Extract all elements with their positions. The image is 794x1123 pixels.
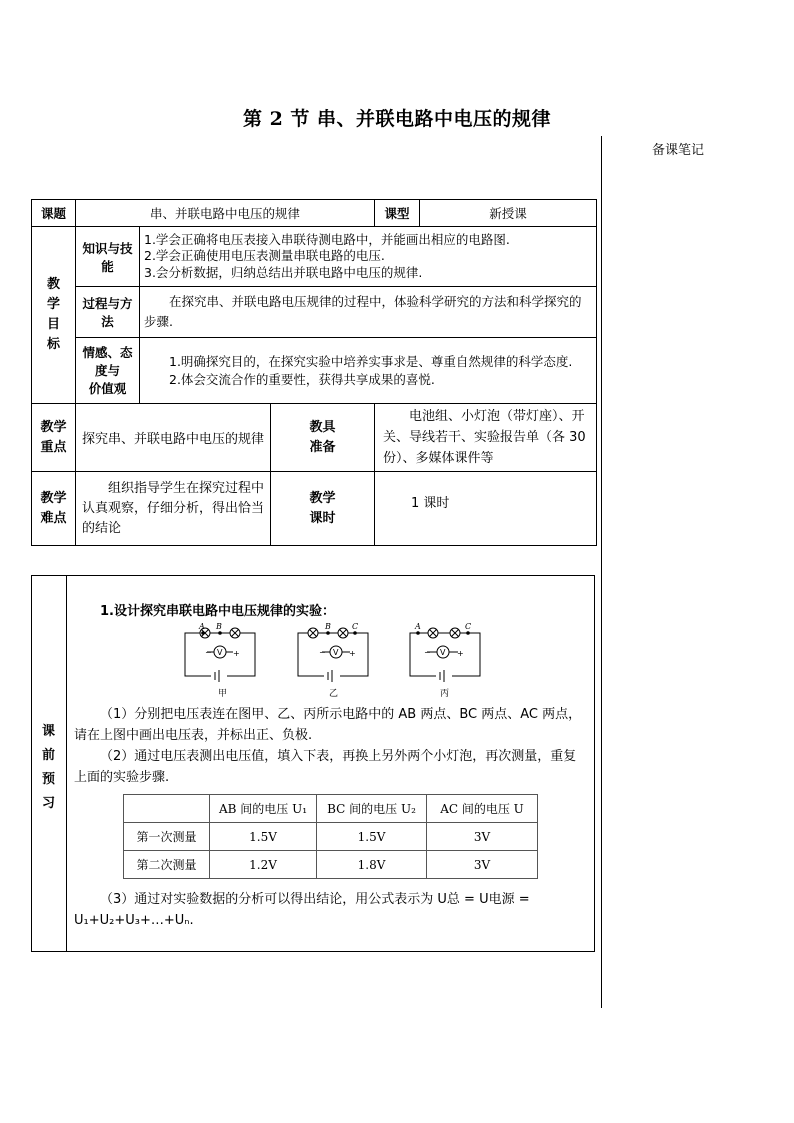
- page-title: 第 2 节 串、并联电路中电压的规律: [242, 108, 552, 130]
- topic-label: 课题: [32, 200, 76, 227]
- svg-text:+: +: [457, 649, 464, 658]
- measurement-table: [123, 794, 538, 879]
- tools-text: 电池组、小灯泡（带灯座）、开关、导线若干、实验报告单（各 30 份）、多媒体课件等: [375, 404, 597, 472]
- tools-label-line: 教具: [309, 419, 336, 435]
- difficulty-text: 组织指导学生在探究过程中认真观察，仔细分析，得出恰当的结论: [76, 472, 271, 546]
- table-cell: 1.5V: [210, 823, 317, 851]
- type-value: 新授课: [420, 200, 597, 227]
- process-label: 过程与方法: [76, 287, 140, 338]
- circuit-jia: [185, 622, 255, 699]
- circuit-bing: [410, 622, 480, 699]
- point-label: A: [199, 622, 205, 631]
- table-cell: 3V: [427, 823, 538, 851]
- knowledge-line: 3.会分析数据，归纳总结出并联电路中电压的规律.: [144, 264, 423, 280]
- difficulty-label: [32, 472, 76, 546]
- preview-side-char: 课: [41, 724, 55, 739]
- attitude-label: [76, 338, 140, 404]
- point-label: C: [465, 622, 472, 631]
- knowledge-line: 2.学会正确使用电压表测量串联电路的电压.: [144, 248, 385, 264]
- svg-text:−: −: [205, 648, 212, 657]
- preview-side-char: 习: [41, 796, 55, 811]
- point-label: A: [415, 622, 421, 631]
- tools-label: [271, 404, 375, 472]
- knowledge-label: 知识与技能: [76, 227, 140, 287]
- preview-side-label: [31, 720, 66, 816]
- svg-text:+: +: [349, 649, 356, 658]
- notes-label: 备课笔记: [652, 143, 705, 158]
- preview-side-char: 预: [41, 772, 55, 787]
- table-cell: 第二次测量: [124, 851, 210, 879]
- difficulty-label-line: 教学: [40, 490, 67, 506]
- focus-text: 探究串、并联电路中电压的规律: [76, 404, 271, 472]
- preview-heading: 1.设计探究串联电路中电压规律的实验：: [100, 604, 335, 619]
- table-header: BC 间的电压 U₂: [317, 795, 427, 823]
- attitude-text: [140, 338, 597, 404]
- voltmeter-symbol: V: [440, 648, 446, 657]
- hours-text: 1 课时: [375, 472, 597, 546]
- circuit-caption: 乙: [329, 689, 339, 699]
- table-header: [124, 795, 210, 823]
- table-cell: 1.2V: [210, 851, 317, 879]
- objectives-char: 学: [46, 297, 60, 312]
- point-label: B: [325, 622, 331, 631]
- lamp-icon: [450, 628, 460, 638]
- knowledge-line: 1.学会正确将电压表接入串联待测电路中，并能画出相应的电路图.: [144, 231, 510, 247]
- lamp-icon: [308, 628, 318, 638]
- objectives-label: [32, 227, 76, 404]
- attitude-label-line: 价值观: [88, 380, 127, 396]
- topic-value: 串、并联电路中电压的规律: [76, 200, 375, 227]
- hours-label: [271, 472, 375, 546]
- circuit-caption: 甲: [218, 689, 228, 699]
- focus-label-line: 重点: [40, 439, 67, 455]
- table-cell: 第一次测量: [124, 823, 210, 851]
- table-header: AC 间的电压 U: [427, 795, 538, 823]
- svg-text:+: +: [233, 649, 240, 658]
- preview-divider: [66, 575, 67, 952]
- knowledge-text: [140, 227, 597, 287]
- attitude-label-line: 情感、态度与: [82, 344, 133, 378]
- preview-side-char: 前: [41, 748, 55, 763]
- tools-label-line: 准备: [309, 439, 336, 455]
- focus-label: [32, 404, 76, 472]
- circuit-yi: [298, 622, 368, 699]
- table-header: AB 间的电压 U₁: [210, 795, 317, 823]
- table-row: [124, 823, 538, 851]
- attitude-line: 1.明确探究目的，在探究实验中培养实事求是、尊重自然规律的科学态度.: [169, 353, 573, 369]
- lamp-icon: [428, 628, 438, 638]
- voltmeter-symbol: V: [217, 648, 223, 657]
- svg-text:−: −: [424, 648, 431, 657]
- circuit-diagrams: [170, 620, 490, 700]
- circuit-caption: 丙: [440, 689, 450, 699]
- lamp-icon: [230, 628, 240, 638]
- objectives-char: 目: [46, 317, 60, 332]
- type-label: 课型: [375, 200, 420, 227]
- table-cell: 1.8V: [317, 851, 427, 879]
- objectives-char: 教: [46, 277, 60, 292]
- lamp-icon: [338, 628, 348, 638]
- point-label: C: [352, 622, 359, 631]
- hours-label-line: 教学: [309, 490, 336, 506]
- step-1-text: （1）分别把电压表连在图甲、乙、丙所示电路中的 AB 两点、BC 两点、AC 两点，请在上图中画出电压表，并标出正、负极.: [74, 707, 582, 743]
- point-label: B: [216, 622, 222, 631]
- table-cell: 1.5V: [317, 823, 427, 851]
- step-2-text: （2）通过电压表测出电压值，填入下表，再换上另外两个小灯泡，再次测量，重复上面的实验步骤.: [74, 749, 577, 785]
- objectives-char: 标: [46, 337, 60, 352]
- lesson-info-table: [31, 199, 597, 546]
- hours-label-line: 课时: [309, 510, 336, 526]
- focus-label-line: 教学: [40, 419, 67, 435]
- table-cell: 3V: [427, 851, 538, 879]
- step-3-text: （3）通过对实验数据的分析可以得出结论，用公式表示为 U总 = U电源 = U₁+U₂+U₃+…+Uₙ.: [74, 892, 530, 928]
- table-row: [124, 851, 538, 879]
- svg-text:−: −: [319, 648, 326, 657]
- difficulty-label-line: 难点: [40, 510, 67, 526]
- process-text: 在探究串、并联电路电压规律的过程中，体验科学研究的方法和科学探究的步骤.: [140, 287, 597, 338]
- attitude-line: 2.体会交流合作的重要性，获得共享成果的喜悦.: [169, 371, 435, 387]
- notes-divider: [601, 136, 602, 1008]
- voltmeter-symbol: V: [333, 648, 339, 657]
